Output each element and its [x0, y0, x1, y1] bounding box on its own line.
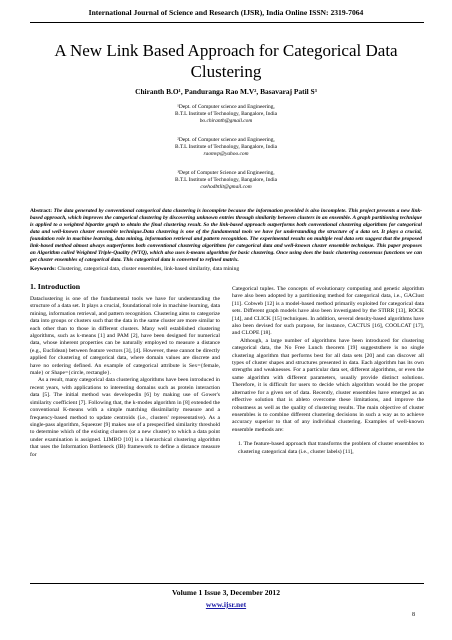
affiliation-institute: B.T.L Institute of Technology, Bangalore, India: [174, 144, 278, 150]
list-item: 1. The feature-based approach that transforms the problem of cluster ensembles to clustering categorical data (i.e., cluster labels) [11],: [238, 441, 424, 455]
author-list: Chiranth B.O¹, Panduranga Rao M.V², Basavaraj Patil S³: [135, 87, 317, 96]
affiliation-email: bo.chiranth@gmail.com: [199, 118, 253, 124]
journal-header: International Journal of Science and Research (IJSR), India Online ISSN: 2319-7064: [88, 8, 364, 17]
abstract-text: The data generated by conventional categorical data clustering is incomplete because the information provided is also incomplete. This project presents a new link-based approach, which improves the categorical clustering by discovering unknown entries through similarity between clusters in an ensemble. A graph partitioning technique is applied to a weighted bipartite graph to obtain the final clustering result. So the link-based approach outperforms both conventional clustering algorithms for categorical data and well-known cluster ensemble technique.Data clustering is one of the fundamental tools we have for understanding the structure of a data set. It plays a crucial, foundation role in machine learning, data mining, information retrieval and pattern recognition. The experimental results on multiple real data sets suggest that the proposed link-based method almost always outperforms both conventional clustering algorithms for categorical data and well-known cluster ensemble technique. This paper proposes an Algorithm called Weighted Triple-Quality (WTQ), which also uses k-means algorithm for basic clustering. Once using does the basic clustering consensus functions we can get cluster ensembles of categorical data. This categorical data is converted to refined matrix.: [30, 208, 422, 263]
affiliation-2: [30, 137, 422, 158]
affiliation-3: [30, 170, 422, 191]
body-paragraph: Categorical tuples. The concepts of evolutionary computing and genetic algorithm have also been adopted by a partitioning method for categorical data, i.e., GAClust [11]. Cobweb [12] is a model-based method primarily exploited for categorical data sets. Different graph models have also been investigated by the STIRR [13], ROCK [14], and CLICK [15] techniques. In addition, several density-based algorithms have also been devised for such purpose, for instance, CACTUS [16], COOLCAT [17], and CLOPE [18].: [232, 286, 424, 337]
paper-title: A New Link Based Approach for Categorical Data Clustering: [54, 41, 398, 81]
body-paragraph: As a result, many categorical data clustering algorithms have been introduced in recent years, with applications to interesting domains such as protein interaction data [5]. The initial method was developedin [6] by making use of Gower's similarity coefficient [7]. Following that, the k-modes algorithm in [8] extended the conventional K-means with a simple matching dissimilarity measure and a frequency-based method to update centroids (i.e., clusters' representative). As a single-pass algorithm, Squeezer [9] makes use of a prespecified similarity threshold to determine which of the existing clusters (or a new cluster) to which a data point under examination is assigned. LIMBO [10] is a hierarchical clustering algorithm that uses the Information Bottleneck (IB) framework to define a distance measure for: [30, 377, 220, 458]
affiliation-1: [30, 104, 422, 125]
keywords-label: Keywords:: [30, 266, 57, 272]
affiliation-email: raomvp@yahoo.com: [203, 151, 249, 157]
footer-volume: Volume 1 Issue 3, December 2012: [172, 588, 280, 597]
body-paragraph: Although, a large number of algorithms have been introduced for clustering categorical data, the No Free Lunch theorem [19] suggeststhere is no single clustering algorithm that performs best for all data sets [20] and can discover all types of cluster shapes and structures presented in data. Each algorithm has its own strengths and weaknesses. For a particular data set, different algorithms, or even the same algorithm with different parameters, usually provide distinct solutions. Therefore, it is difficult for users to decide which algorithm would be the proper alternative for a given set of data. Recently, cluster ensembles have emerged as an effective solution that is ableto overcome these limitations, and improve the robustness as well as the quality of clustering results. The main objective of cluster ensembles is to combine different clustering decisions in such a way as to achieve accuracy superior to that of any individual clustering. Examples of well-known ensemble methods are:: [232, 337, 424, 433]
keywords: [30, 266, 422, 272]
footer-link[interactable]: www.ijsr.net: [205, 600, 247, 609]
footer-divider: [30, 583, 424, 584]
keywords-text: Clustering, categorical data, cluster ensembles, link-based similarity, data mining: [57, 266, 240, 272]
page-number: 8: [412, 612, 415, 618]
affiliation-institute: B.T.L Institute of Technology, Bangalore, India: [174, 111, 278, 117]
affiliation-email: csehodbtlit@gmail.com: [200, 184, 252, 190]
affiliation-dept: ²Dept. of Computer science and Engineering,: [177, 137, 275, 143]
header-divider: [30, 22, 424, 23]
section-heading-introduction: 1. Introduction: [30, 282, 81, 291]
abstract: [30, 208, 422, 264]
affiliation-institute: B.T.L Institute of Technology, Bangalore, India: [174, 177, 278, 183]
abstract-label: Abstract:: [30, 208, 53, 214]
affiliation-dept: ¹Dept. of Computer science and Engineering,: [177, 104, 275, 110]
left-column: [30, 296, 220, 459]
affiliation-dept: ³Dept of Computer Science and Engineering,: [177, 170, 275, 176]
body-paragraph: Dataclustering is one of the fundamental tools we have for understanding the structure of a data set. It plays a crucial, foundational role in machine learning, data mining, information retrieval, and pattern recognition. Clustering aims to categorize data into groups or clusters such that the data in the same cluster are more similar to each other than to those in different clusters. Many well established clustering algorithms, such as k-means [1] and PAM [2], have been designed for numerical data, whose inherent properties can be naturally employed to measure a distance (e.g., Euclidean) between feature vectors [3], [4]. However, these cannot be directly applied for clustering of categorical data, where domain values are discrete and have no ordering defined. An example of categorical attribute is Sex={female, male} or Shape={circle, rectangle}.: [30, 296, 220, 377]
right-column: [232, 286, 424, 456]
